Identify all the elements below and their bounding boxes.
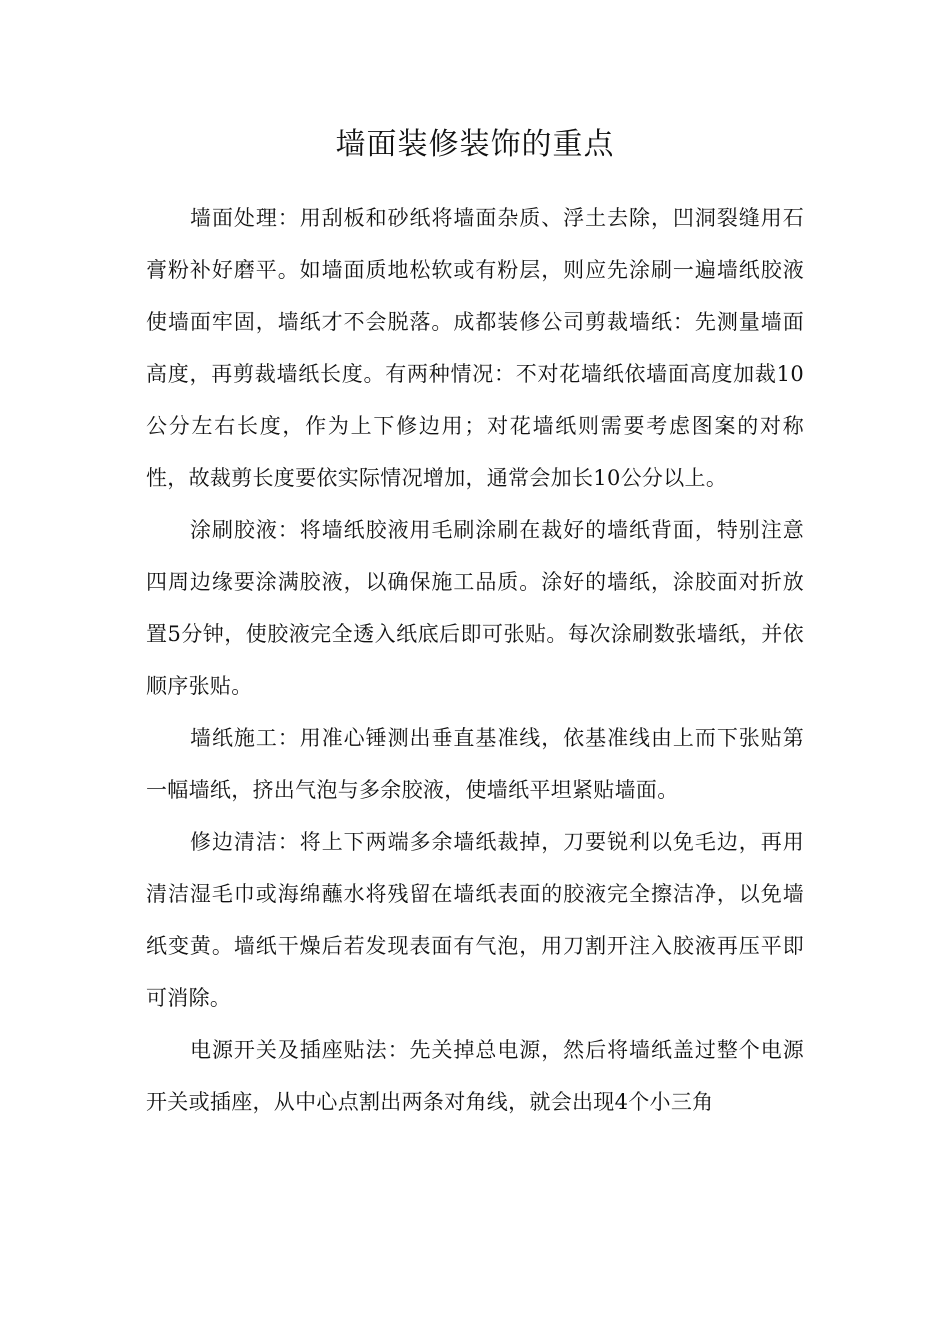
paragraph-switch-socket: 电源开关及插座贴法：先关掉总电源，然后将墙纸盖过整个电源开关或插座，从中心点割出两条对角线，就会出现4个小三角 [146,1038,804,1114]
document-body [146,192,804,1128]
paragraph-trimming-cleaning: 修边清洁：将上下两端多余墙纸裁掉，刀要锐利以免毛边，再用清洁湿毛巾或海绵蘸水将残留在墙纸表面的胶液完全擦洁净，以免墙纸变黄。墙纸干燥后若发现表面有气泡，用刀割开注入胶液再压平即可消除。 [146,830,804,1010]
paragraph-glue-application: 涂刷胶液：将墙纸胶液用毛刷涂刷在裁好的墙纸背面，特别注意四周边缘要涂满胶液，以确保施工品质。涂好的墙纸，涂胶面对折放置5分钟，使胶液完全透入纸底后即可张贴。每次涂刷数张墙纸，并依顺序张贴。 [146,518,804,698]
paragraph-wall-treatment: 墙面处理：用刮板和砂纸将墙面杂质、浮土去除，凹洞裂缝用石膏粉补好磨平。如墙面质地松软或有粉层，则应先涂刷一遍墙纸胶液使墙面牢固，墙纸才不会脱落。成都装修公司剪裁墙纸：先测量墙面高度，再剪裁墙纸长度。有两种情况：不对花墙纸依墙面高度加裁10公分左右长度，作为上下修边用；对花墙纸则需要考虑图案的对称性，故裁剪长度要依实际情况增加，通常会加长10公分以上。 [146,206,804,490]
paragraph-wallpaper-installation: 墙纸施工：用准心锤测出垂直基准线，依基准线由上而下张贴第一幅墙纸，挤出气泡与多余胶液，使墙纸平坦紧贴墙面。 [146,726,804,802]
document-title: 墙面装修装饰的重点 [335,127,615,162]
